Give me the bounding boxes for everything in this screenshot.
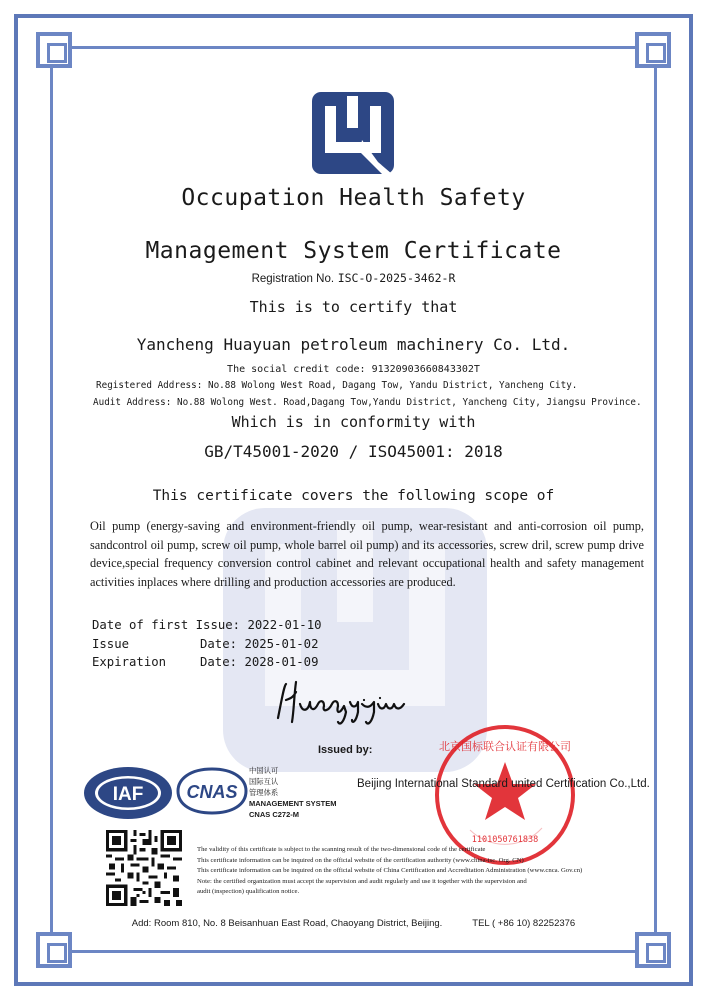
note-line: This certificate information can be inquired on the official website of the certification authority (www.china-isc. Org. CN) [197,856,524,864]
standard-number: GB/T45001-2020 / ISO45001: 2018 [204,442,503,461]
certificate-title-line2: Management System Certificate [145,238,562,264]
scope-intro: This certificate covers the following scope of [152,488,555,504]
corner-ornament-top-right [635,32,671,68]
conformity-text: Which is in conformity with [231,413,476,431]
dates-block [92,616,322,672]
audit-address-label: Audit Address: [93,397,172,408]
registration-number [0,271,707,285]
expiration-date-label: Date: [200,655,238,669]
accreditation-cn-line1: 中国认可 [249,766,279,775]
footer-tel: TEL ( +86 10) 82252376 [472,918,576,929]
registration-label: Registration No. [251,273,335,285]
footer-address: Add: Room 810, No. 8 Beisanhuan East Road, Chaoyang District, Beijing. [131,918,443,929]
signature [270,678,410,728]
corner-ornament-bottom-left [36,932,72,968]
note-line: The validity of this certificate is subject to the scanning result of the two-dimensional code of the certificate [197,846,486,853]
iaf-logo [82,765,174,820]
first-issue-row [92,616,322,635]
issue-value: 2025-01-02 [244,636,319,651]
issue-label: Issue [92,636,130,651]
company-name: Yancheng Huayuan petroleum machinery Co. Ltd. [136,335,571,354]
seal-text: 北京国标联合认证有限公司 [439,740,571,753]
seal-number: 1101050761838 [471,835,539,845]
issue-date-label: Date: [200,636,238,651]
scope-text: Oil pump (energy-saving and environment-friendly oil pump, wear-resistant and anti-corrosion oil pump, sandcontrol oil pump, screw oil pump, whole barrel oil pump) and its accessories, screw dril, screw pump drive device,special frequency conversion control cabinet and relevant occupational health and safety management activities inplaces where drilling and production accessories are produced. [90,519,644,589]
qr-code [106,830,182,906]
social-credit-code [0,364,707,375]
registered-address [96,380,577,391]
first-issue-label: Date of first Issue: [92,618,241,632]
registered-address-value: No.88 Wolong West Road, Dagang Tow, Yandu District, Yancheng City. [207,380,578,391]
accreditation-line5: CNAS C272-M [249,810,300,819]
certify-text: This is to certify that [249,298,458,316]
corner-ornament-top-left [36,32,72,68]
certificate-title-line1: Occupation Health Safety [181,185,526,211]
corner-ornament-bottom-right [635,932,671,968]
expiration-row [92,653,322,672]
credit-code-value: 91320903660843302T [371,364,480,375]
expiration-label: Expiration [92,655,167,669]
note-line: Note: the certified organization must accept the supervision and audit regularly and use it together with the supervision and [197,877,527,885]
certifier-logo [312,92,394,174]
cnas-logo-text: CNAS [186,782,238,802]
issued-by-label: Issued by: [318,744,373,756]
accreditation-cn-line2: 国际互认 [249,777,279,786]
accreditation-cn-line3: 管理体系 [249,788,279,797]
issue-row [92,635,322,654]
accreditation-text [249,765,337,820]
credit-code-label: The social credit code: [227,364,366,375]
cnas-logo [176,767,248,815]
registered-address-label: Registered Address: [96,380,203,391]
audit-address [93,397,642,408]
iaf-logo-text: IAF [112,784,144,805]
issuer-name: Beijing International Standard united Certification Co.,Ltd. [357,778,650,790]
note-line: audit (inspection) qualification notice. [197,888,300,895]
accreditation-line4: MANAGEMENT SYSTEM [249,799,337,808]
registration-value: ISC-O-2025-3462-R [337,271,456,285]
first-issue-value: 2022-01-10 [247,618,322,632]
audit-address-value: No.88 Wolong West. Road,Dagang Tow,Yandu District, Yancheng City, Jiangsu Province. [176,397,642,408]
validity-notes [197,845,582,898]
expiration-value: 2028-01-09 [244,655,319,669]
note-line: This certificate information can be inquired on the official website of China Certification and Accreditation Administration (www.cnca. Gov.cn) [197,867,583,874]
footer-contact [0,918,707,929]
